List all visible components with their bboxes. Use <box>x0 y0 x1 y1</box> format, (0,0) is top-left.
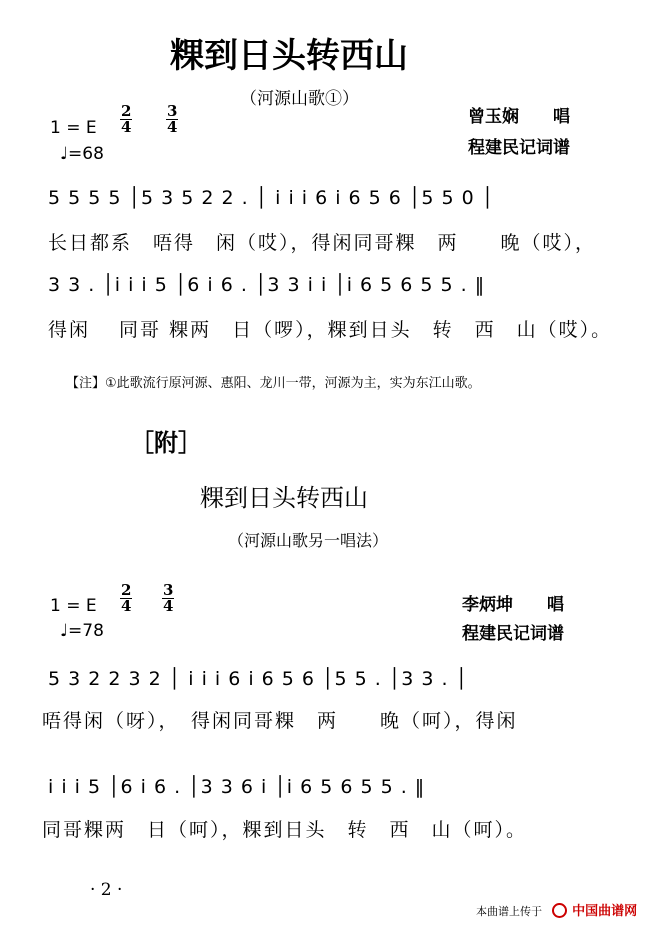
song2-lyric-line-2: 同哥粿两 日（呵），粿到日头 转 西 山（呵）。 <box>42 819 528 841</box>
meter-denominator: 4 <box>121 597 132 615</box>
song2-lyric-line-1: 唔得闲（呀）， 得闲同哥粿 两 晚（呵），得闲 <box>42 710 518 732</box>
tempo-value: =78 <box>68 621 104 641</box>
upload-note: 本曲谱上传于 <box>476 905 542 918</box>
tempo-value: =68 <box>68 144 104 164</box>
logo-icon <box>552 903 567 918</box>
meter-denominator: 4 <box>167 118 178 136</box>
song1-singer: 曾玉娴 唱 <box>468 107 570 127</box>
meter-denominator: 4 <box>121 118 132 136</box>
meter-denominator: 4 <box>163 597 174 615</box>
meter-numerator: 3 <box>163 581 174 599</box>
song2-score-line-2: i i i 5 │6 i 6 . │3 3 6 i │i 6 5 6 5 5 . ‖ <box>48 776 426 798</box>
song1-meter-b <box>166 104 178 135</box>
appendix-label: ［附］ <box>130 429 202 457</box>
footnote: 【注】①此歌流行原河源、惠阳、龙川一带，河源为主，实为东江山歌。 <box>66 376 481 391</box>
song2-tempo <box>60 621 104 641</box>
meter-numerator: 3 <box>167 102 178 120</box>
song1-score-line-1: 5 5 5 5 │5 3 5 2 2 . │ i i i 6 i 6 5 6 │5 5 0 │ <box>48 187 495 209</box>
quarter-note-icon: ♩ <box>60 621 69 641</box>
song1-tempo <box>60 144 104 164</box>
song1-title: 粿到日头转西山 <box>170 36 408 76</box>
song2-title: 粿到日头转西山 <box>200 484 368 512</box>
meter-numerator: 2 <box>121 102 132 120</box>
song2-meter-b <box>162 583 174 614</box>
song2-subtitle: （河源山歌另一唱法） <box>228 531 389 550</box>
song2-recorder: 程建民记词谱 <box>462 624 564 644</box>
meter-numerator: 2 <box>121 581 132 599</box>
song1-score-line-2: 3 3 . │i i i 5 │6 i 6 . │3 3 i i │i 6 5 6 5 5 . ‖ <box>48 274 486 296</box>
site-logo[interactable] <box>552 900 637 919</box>
song2-key: 1 = E <box>50 596 97 616</box>
page-number: · 2 · <box>90 880 123 900</box>
song1-lyric-line-2: 得闲 同哥 粿两 日（啰），粿到日头 转 西 山（哎）。 <box>48 319 613 341</box>
song1-subtitle: （河源山歌①） <box>240 89 359 109</box>
song1-meter-a <box>120 104 132 135</box>
brand-name: 中国曲谱网 <box>572 904 638 919</box>
song1-recorder: 程建民记词谱 <box>468 138 570 158</box>
song1-lyric-line-1: 长日都系 唔得 闲（哎），得闲同哥粿 两 晚（哎）， <box>48 232 597 254</box>
song2-meter-a <box>120 583 132 614</box>
quarter-note-icon: ♩ <box>60 144 69 164</box>
song1-key: 1 = E <box>50 118 97 138</box>
song2-score-line-1: 5 3 2 2 3 2 │ i i i 6 i 6 5 6 │5 5 . │3 3 . │ <box>48 668 469 690</box>
song2-singer: 李炳坤 唱 <box>462 595 564 615</box>
